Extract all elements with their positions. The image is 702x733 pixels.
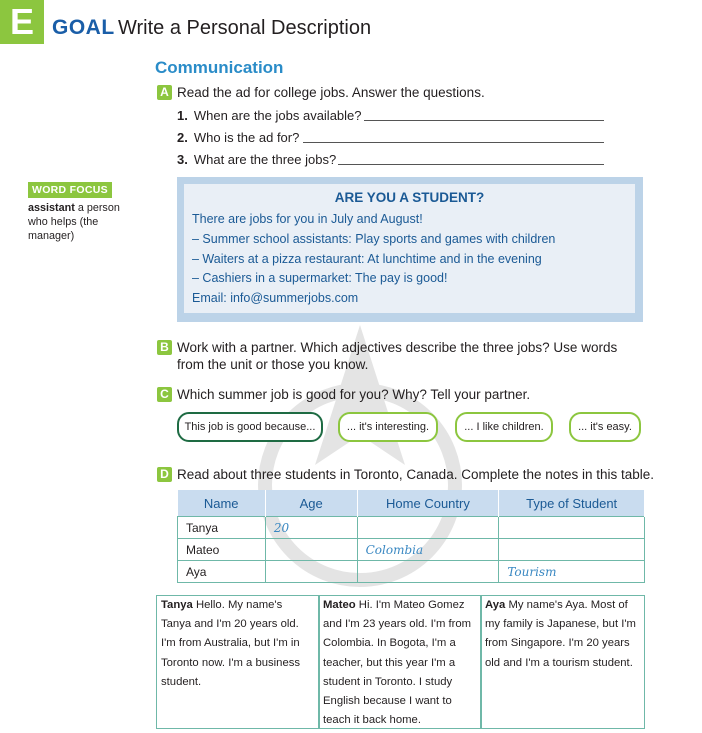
table-row (178, 517, 645, 539)
ad-email[interactable]: Email: info@summerjobs.com (192, 291, 359, 305)
country-cell[interactable] (357, 561, 499, 583)
exercise-a-badge: A (157, 85, 172, 100)
table-row (178, 561, 645, 583)
question-text: When are the jobs available? (193, 108, 362, 123)
question-number: 1. (177, 108, 188, 123)
goal-label: GOAL (52, 16, 115, 39)
word-focus-meaning: a person who helps (the manager) (28, 202, 120, 242)
country-cell[interactable] (357, 517, 499, 539)
speech-bubble: ... it's interesting. (338, 412, 438, 442)
table-header-row (178, 490, 645, 517)
question-number: 2. (177, 130, 188, 145)
name-cell: Aya (178, 561, 266, 583)
goal-title: Write a Personal Description (118, 17, 372, 39)
exercise-d-badge: D (157, 467, 172, 482)
word-focus-definition (28, 201, 128, 243)
age-cell[interactable]: 20 (265, 517, 357, 539)
student-type-cell[interactable] (499, 539, 645, 561)
country-cell[interactable]: Colombia (357, 539, 499, 561)
exercise-a-instruction: Read the ad for college jobs. Answer the questions. (177, 85, 485, 100)
profile-name: Tanya (161, 599, 193, 611)
exercise-b-instruction: Work with a partner. Which adjectives describe the three jobs? Use words from the unit or those you know. (177, 340, 618, 372)
speech-bubble: This job is good because... (177, 412, 323, 442)
question-3 (177, 152, 336, 167)
word-focus-term: assistant (28, 202, 75, 214)
profile-text: Hi. I'm Mateo Gomez and I'm 23 years old. I'm from Colombia. In Bogota, I'm a teacher, but this year I'm a student in Toronto. I study English because I want to teach it back home. (323, 599, 472, 727)
question-text: What are the three jobs? (193, 152, 337, 167)
profile-name: Mateo (323, 599, 356, 611)
ad-line: – Cashiers in a supermarket: The pay is good! (192, 271, 448, 285)
lesson-letter-badge: E (0, 0, 44, 44)
section-title: Communication (155, 58, 284, 77)
exercise-c-badge: C (157, 387, 172, 402)
question-1 (177, 108, 362, 123)
student-type-cell[interactable] (499, 517, 645, 539)
answer-line-3[interactable] (338, 164, 604, 165)
name-cell: Tanya (178, 517, 266, 539)
profile-text: My name's Aya. Most of my family is Japanese, but I'm from Singapore. I'm 20 years old and I'm a tourism student. (485, 599, 636, 669)
table-row (178, 539, 645, 561)
ad-line: – Summer school assistants: Play sports and games with children (192, 232, 556, 246)
ad-line: – Waiters at a pizza restaurant: At lunchtime and in the evening (192, 252, 542, 266)
notes-table (177, 490, 645, 583)
exercise-c-instruction: Which summer job is good for you? Why? Tell your partner. (177, 387, 531, 402)
answer-line-1[interactable] (364, 120, 604, 121)
column-header: Name (178, 490, 266, 517)
column-header: Type of Student (499, 490, 645, 517)
profile-name: Aya (485, 599, 506, 611)
name-cell: Mateo (178, 539, 266, 561)
age-cell[interactable] (265, 539, 357, 561)
ad-line: There are jobs for you in July and August! (192, 212, 423, 226)
speech-bubble: ... it's easy. (569, 412, 641, 442)
column-header: Home Country (357, 490, 499, 517)
question-2 (177, 130, 299, 145)
student-type-cell[interactable]: Tourism (499, 561, 645, 583)
answer-line-2[interactable] (303, 142, 604, 143)
question-number: 3. (177, 152, 188, 167)
question-text: Who is the ad for? (193, 130, 300, 145)
profile-mateo (318, 595, 482, 729)
age-cell[interactable] (265, 561, 357, 583)
column-header: Age (265, 490, 357, 517)
profile-aya (480, 595, 645, 729)
exercise-d-instruction: Read about three students in Toronto, Canada. Complete the notes in this table. (177, 467, 655, 482)
exercise-b-badge: B (157, 340, 172, 355)
ad-title: ARE YOU A STUDENT? (334, 190, 485, 205)
word-focus-label: WORD FOCUS (28, 182, 112, 198)
profile-tanya (156, 595, 320, 729)
speech-bubble: ... I like children. (455, 412, 553, 442)
profile-text: Hello. My name's Tanya and I'm 20 years old. I'm from Australia, but I'm in Toronto now. I'm a business student. (161, 599, 301, 688)
